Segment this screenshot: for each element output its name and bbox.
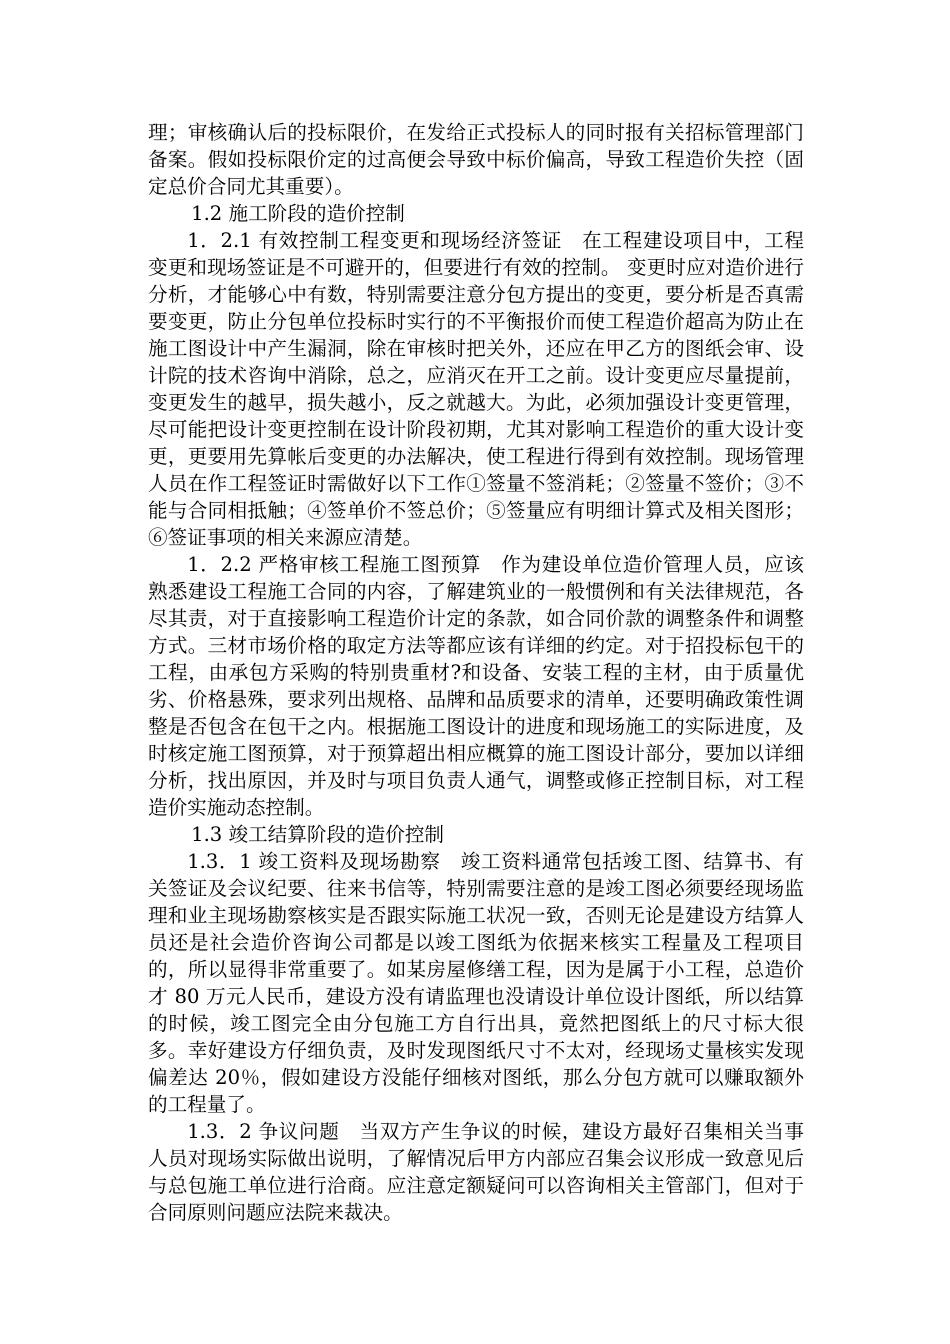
section-heading-1-2: 1.2 施工阶段的造价控制: [191, 202, 405, 225]
paragraph-1-2-2: 1．2.2 严格审核工程施工图预算 作为建设单位造价管理人员，应该熟悉建设工程施工合同的内容，了解建筑业的一般惯例和有关法律规范，各尽其责，对于直接影响工程造价计定的条款，如合同价款的调整条件和调整方式。三材市场价格的取定方法等都应该有详细的约定。对于招投标包干的工程，由承包方采购的特别贵重材?和设备、安装工程的主材，由于质量优劣、价格悬殊，要求列出规格、品牌和品质要求的清单，还要明确政策性调整是否包含在包干之内。根据施工图设计的进度和现场施工的实际进度，及时核定施工图预算，对于预算超出相应概算的施工图设计部分，要加以详细分析，找出原因，并及时与项目负责人通气，调整或修正控制目标，对工程造价实施动态控制。: [148, 553, 804, 819]
paragraph-1-2-1: 1．2.1 有效控制工程变更和现场经济签证 在工程建设项目中，工程变更和现场签证是不可避开的，但要进行有效的控制。 变更时应对造价进行分析，才能够心中有数，特别需要注意分包方提出的变更，要分析是否真需要变更，防止分包单位投标时实行的不平衡报价而使工程造价超高为防止在施工图设计中产生漏洞，除在审核时把关外，还应在甲乙方的图纸会审、设计院的技术咨询中消除，总之，应消灭在开工之前。设计变更应尽量提前，变更发生的越早，损失越小，反之就越大。为此，必须加强设计变更管理，尽可能把设计变更控制在设计阶段初期，尤其对影响工程造价的重大设计变更，更要用先算帐后变更的办法解决，使工程进行得到有效控制。现场管理人员在作工程签证时需做好以下工作①签量不签消耗；②签量不签价；③不能与合同相抵触；④签单价不签总价；⑤签量应有明细计算式及相关图形；⑥签证事项的相关来源应清楚。: [148, 229, 804, 549]
paragraph-1-3-1: 1.3．1 竣工资料及现场勘察 竣工资料通常包括竣工图、结算书、有关签证及会议纪要、往来书信等，特别需要注意的是竣工图必须要经现场监理和业主现场勘察核实是否跟实际施工状况一致，否则无论是建设方结算人员还是社会造价咨询公司都是以竣工图纸为依据来核实工程量及工程项目的，所以显得非常重要了。如某房屋修缮工程，因为是属于小工程，总造价才 80 万元人民币，建设方没有请监理也没请设计单位设计图纸，所以结算的时候，竣工图完全由分包施工方自行出具，竟然把图纸上的尺寸标大很多。幸好建设方仔细负责，及时发现图纸尺寸不太对，经现场丈量核实发现偏差达 20％，假如建设方没能仔细核对图纸，那么分包方就可以赚取额外的工程量了。: [148, 850, 804, 1116]
paragraph-1-3-2: 1.3．2 争议问题 当双方产生争议的时候，建设方最好召集相关当事人员对现场实际做出说明，了解情况后甲方内部应召集会议形成一致意见后与总包施工单位进行洽商。应注意定额疑问可以咨询相关主管部门，但对于合同原则问题应法院来裁决。: [148, 1120, 804, 1224]
section-heading-1-3: 1.3 竣工结算阶段的造价控制: [191, 823, 445, 846]
document-page: [148, 119, 804, 1226]
paragraph-continuation: 理；审核确认后的投标限价，在发给正式投标人的同时报有关招标管理部门备案。假如投标限价定的过高便会导致中标价偏高，导致工程造价失控（固定总价合同尤其重要）。: [148, 121, 804, 198]
